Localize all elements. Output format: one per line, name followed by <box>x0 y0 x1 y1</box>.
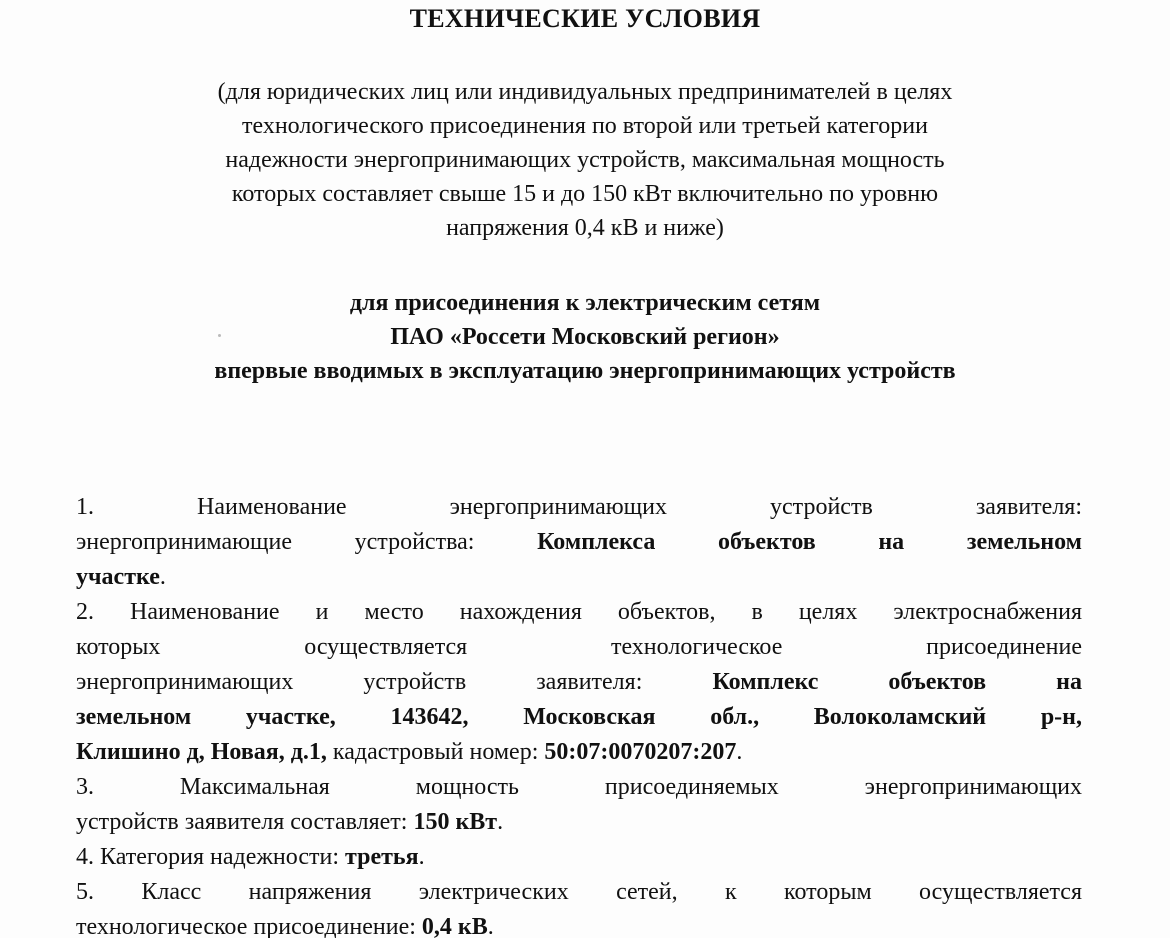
item-text: . <box>159 564 166 590</box>
condition-item-2 <box>76 595 1082 770</box>
item-text: устройств <box>770 494 873 520</box>
item-text: . <box>418 844 425 870</box>
item-text: которых <box>76 634 161 660</box>
heading-line: ПАО «Россети Московский регион» <box>390 324 780 350</box>
item-number: 3. <box>76 774 94 800</box>
item-value: Комплекса объектов на земельном <box>537 529 1083 555</box>
condition-line <box>76 840 1082 875</box>
subtitle-line: которых составляет свыше 15 и до 150 кВт включительно по уровню <box>231 181 939 207</box>
item-text: Максимальная <box>179 774 330 800</box>
item-text: . <box>497 809 504 835</box>
condition-line: 5. Класс напряжения электрических сетей, к которым осуществляется <box>76 879 1082 905</box>
condition-line <box>76 490 1082 525</box>
subtitle-line: (для юридических лиц или индивидуальных предпринимателей в целях <box>217 79 953 105</box>
document-title: ТЕХНИЧЕСКИЕ УСЛОВИЯ <box>409 4 761 33</box>
heading-line: для присоединения к электрическим сетям <box>349 290 821 316</box>
document-heading <box>40 286 1130 388</box>
item-value: 0,4 кВ <box>421 914 488 938</box>
heading-line: впервые вводимых в эксплуатацию энергопринимающих устройств <box>214 358 956 384</box>
item-value: Клишино д, Новая, д.1, <box>76 739 327 765</box>
item-text: устройств заявителя составляет: <box>76 809 414 835</box>
item-text: присоединение <box>926 634 1083 660</box>
item-text: технологическое <box>610 634 783 660</box>
item-text: . <box>736 739 743 765</box>
item-text: заявителя: <box>975 494 1082 520</box>
condition-item-5 <box>76 875 1082 938</box>
item-text: осуществляется <box>304 634 468 660</box>
condition-item-1 <box>76 490 1082 595</box>
item-value: Комплекс объектов на <box>712 669 1083 695</box>
document-subtitle <box>90 75 1080 245</box>
item-value: земельном участке, 143642, Московская обл., Волоколамский р-н, <box>76 704 1082 730</box>
condition-line <box>76 525 1082 560</box>
item-text: присоединяемых <box>604 774 779 800</box>
condition-line <box>76 805 1082 840</box>
condition-line <box>76 735 1082 770</box>
condition-line <box>76 770 1082 805</box>
item-text: мощность <box>415 774 519 800</box>
item-text: энергопринимающие устройства: <box>76 529 475 555</box>
condition-line <box>76 910 1082 938</box>
subtitle-line: технологического присоединения по второй или третьей категории <box>242 113 928 139</box>
item-number: 1. <box>76 494 94 520</box>
conditions-list <box>76 490 1082 938</box>
item-text: кадастровый номер: <box>326 739 545 765</box>
cadastral-number: 50:07:0070207:207 <box>544 739 737 765</box>
item-text: энергопринимающих <box>449 494 667 520</box>
item-value: 150 кВт <box>413 809 498 835</box>
condition-line <box>76 560 1082 595</box>
condition-line: 2. Наименование и место нахождения объектов, в целях электроснабжения <box>76 599 1082 625</box>
item-text: 4. Категория надежности: <box>76 844 346 870</box>
item-value: участке <box>76 564 160 590</box>
item-text: энергопринимающих устройств заявителя: <box>76 669 643 695</box>
item-text: Наименование <box>197 494 347 520</box>
subtitle-line: надежности энергопринимающих устройств, максимальная мощность <box>225 147 945 173</box>
item-value: третья <box>345 844 419 870</box>
item-text: энергопринимающих <box>864 774 1083 800</box>
condition-item-3 <box>76 770 1082 840</box>
condition-line <box>76 700 1082 735</box>
item-text: . <box>487 914 494 938</box>
condition-line <box>76 665 1082 700</box>
condition-line <box>76 630 1082 665</box>
condition-item-4 <box>76 840 1082 875</box>
subtitle-line: напряжения 0,4 кВ и ниже) <box>446 215 724 241</box>
item-text: технологическое присоединение: <box>76 914 422 938</box>
